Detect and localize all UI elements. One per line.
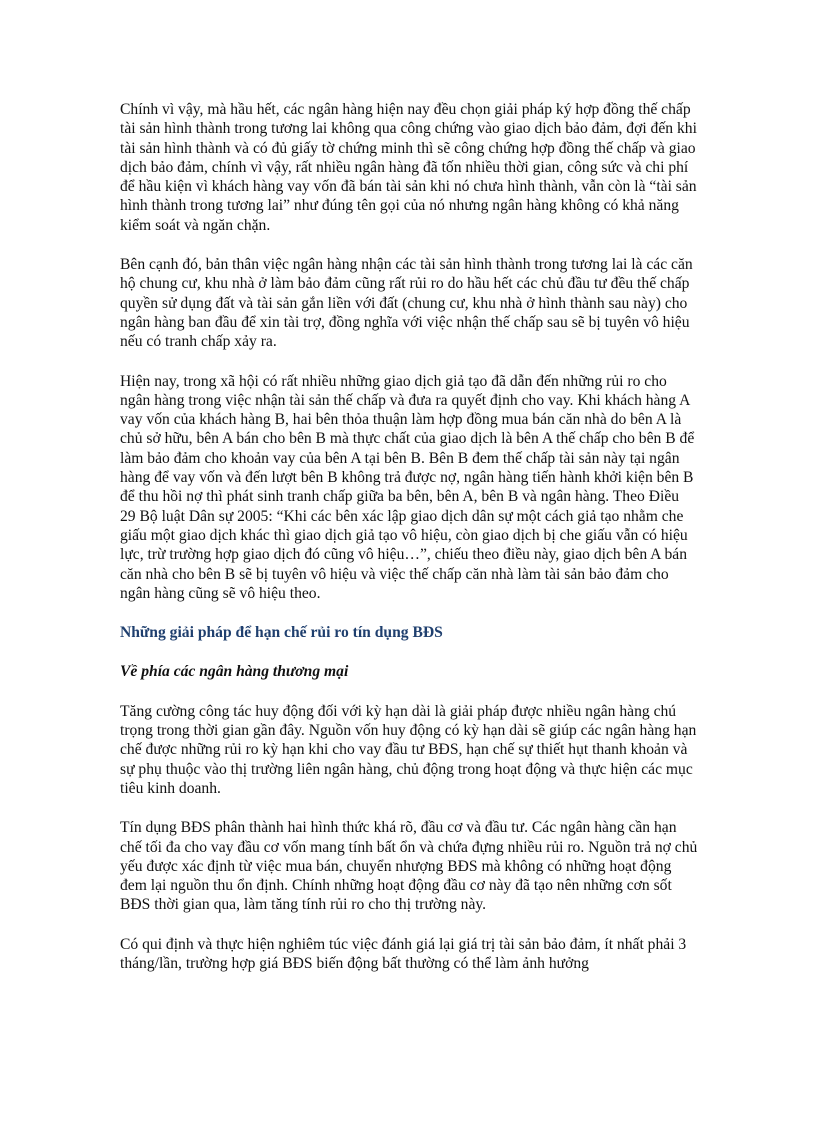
paragraph-body-1: Tăng cường công tác huy động đối với kỳ hạn dài là giải pháp được nhiều ngân hàng chú trọng trong thời gian gần đây. Nguồn vốn huy động có kỳ hạn dài sẽ giúp các ngân hàng hạn chế được những rủi ro kỳ hạn khi cho vay đầu tư BĐS, hạn chế sự thiết hụt thanh khoản và sự phụ thuộc vào thị trường liên ngân hàng, chủ động trong hoạt động và thực hiện các mục tiêu kinh doanh. bbox=[120, 702, 697, 797]
paragraph-body-3: Có qui định và thực hiện nghiêm túc việc đánh giá lại giá trị tài sản bảo đảm, ít nhất phải 3 tháng/lần, trường hợp giá BĐS biến động bất thường có thể làm ảnh hưởng bbox=[120, 935, 687, 972]
document-page bbox=[120, 100, 698, 993]
section-heading: Những giải pháp để hạn chế rủi ro tín dụng BĐS bbox=[120, 624, 443, 642]
paragraph-intro-3: Hiện nay, trong xã hội có rất nhiều những giao dịch giả tạo đã dẫn đến những rủi ro cho ngân hàng trong việc nhận tài sản thế chấp và đưa ra quyết định cho vay. Khi khách hàng A vay vốn của khách hàng B, hai bên thỏa thuận làm hợp đồng mua bán căn nhà do bên A là chủ sở hữu, bên A bán cho bên B mà thực chất của giao dịch là bên A thế chấp cho bên B để làm bảo đảm cho khoản vay của bên A tại bên B. Bên B đem thế chấp tài sản này tại ngân hàng để vay vốn và đến lượt bên B không trả được nợ, ngân hàng tiến hành khởi kiện bên B để thu hồi nợ thì phát sinh tranh chấp giữa ba bên, bên A, bên B và ngân hàng. Theo Điều 29 Bộ luật Dân sự 2005: “Khi các bên xác lập giao dịch dân sự một cách giả tạo nhằm che giấu một giao dịch khác thì giao dịch giả tạo vô hiệu, còn giao dịch bị che giấu vẫn có hiệu lực, trừ trường hợp giao dịch đó cũng vô hiệu…”, chiếu theo điều này, giao dịch bên A bán căn nhà cho bên B sẽ bị tuyên vô hiệu và việc thế chấp căn nhà làm tài sản bảo đảm cho ngân hàng cũng sẽ vô hiệu theo. bbox=[120, 372, 695, 602]
section-subheading: Về phía các ngân hàng thương mại bbox=[120, 663, 349, 681]
paragraph-intro-1: Chính vì vậy, mà hầu hết, các ngân hàng hiện nay đều chọn giải pháp ký hợp đồng thế chấp tài sản hình thành trong tương lai không qua công chứng vào giao dịch bảo đảm, đợi đến khi tài sản hình thành và có đủ giấy tờ chứng minh thì sẽ công chứng hợp đồng thế chấp và giao dịch bảo đảm, chính vì vậy, rất nhiều ngân hàng đã tốn nhiều thời gian, công sức và chi phí để hầu kiện vì khách hàng vay vốn đã bán tài sản khi nó chưa hình thành, vẫn còn là “tài sản hình thành trong tương lai” như đúng tên gọi của nó nhưng ngân hàng không có khả năng kiểm soát và ngăn chặn. bbox=[120, 101, 697, 234]
paragraph-body-2: Tín dụng BĐS phân thành hai hình thức khá rõ, đầu cơ và đầu tư. Các ngân hàng cần hạn chế tối đa cho vay đầu cơ vốn mang tính bất ổn và chứa đựng nhiều rủi ro. Nguồn trả nợ chủ yếu được xác định từ việc mua bán, chuyển nhượng BĐS mà không có những hoạt động đem lại nguồn thu ổn định. Chính những hoạt động đầu cơ này đã tạo nên những cơn sốt BĐS thời gian qua, làm tăng tính rủi ro cho thị trường này. bbox=[120, 819, 698, 914]
paragraph-intro-2: Bên cạnh đó, bản thân việc ngân hàng nhận các tài sản hình thành trong tương lai là các căn hộ chung cư, khu nhà ở làm bảo đảm cũng rất rủi ro do hầu hết các chủ đầu tư đều thế chấp quyền sử dụng đất và tài sản gắn liền với đất (chung cư, khu nhà ở hình thành sau này) cho ngân hàng ban đầu để xin tài trợ, đồng nghĩa với việc nhận thế chấp sau sẽ bị tuyên vô hiệu nếu có tranh chấp xảy ra. bbox=[120, 256, 693, 351]
